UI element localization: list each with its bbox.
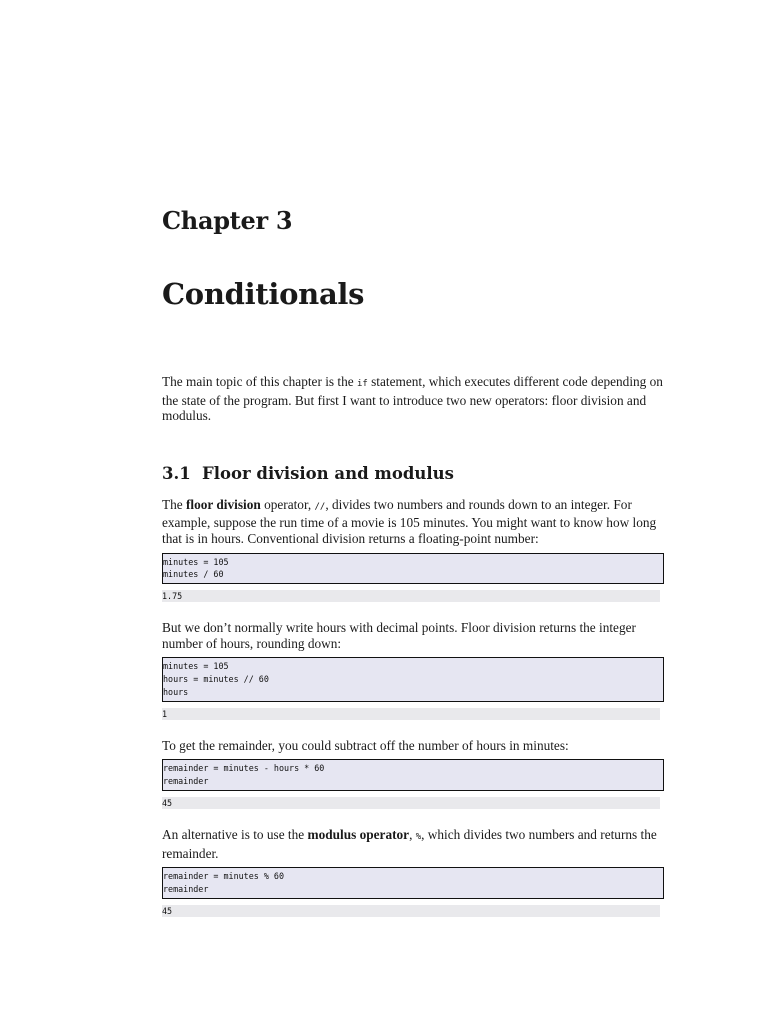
inline-code-modulus-op: % — [415, 831, 422, 842]
floor-division-paragraph — [162, 497, 664, 547]
para4-text-3: , which divides two numbers and returns the remainder. — [162, 826, 657, 861]
code-line: minutes / 60 — [163, 569, 224, 580]
section-heading — [162, 464, 664, 483]
inline-code-floor-op: // — [314, 501, 326, 512]
section-number: 3.1 — [162, 463, 191, 483]
para1-text-2: operator, — [260, 496, 315, 512]
code-line: hours = minutes // 60 — [163, 674, 269, 685]
chapter-title: Conditionals — [162, 277, 365, 311]
para4-text-2: , — [409, 826, 416, 842]
output-block-3 — [162, 797, 660, 809]
code-block-3 — [162, 759, 664, 791]
code-line: remainder — [163, 776, 209, 787]
output-block-2 — [162, 708, 660, 720]
modulus-paragraph — [162, 827, 664, 861]
output-line: 45 — [162, 905, 173, 916]
para4-text-1: An alternative is to use the — [162, 826, 308, 842]
intro-text-2: statement, which executes different code depending on the state of the program. But first I want to introduce two new operators: floor division and modulus. — [162, 374, 663, 424]
code-line: remainder = minutes - hours * 60 — [163, 763, 325, 774]
output-line: 1.75 — [162, 591, 183, 602]
code-line: remainder — [163, 883, 209, 894]
intro-paragraph — [162, 374, 664, 424]
chapter-body — [162, 374, 664, 917]
intro-text-1: The main topic of this chapter is the — [162, 374, 357, 389]
para1-text-3: , divides two numbers and rounds down to an integer. For example, suppose the run time of a movie is 105 minutes. You might want to know how long that is in hours. Conventional division returns a floating-point number: — [162, 496, 657, 546]
term-floor-division: floor division — [186, 496, 261, 512]
output-block-4 — [162, 905, 660, 917]
code-line: minutes = 105 — [163, 661, 229, 672]
output-line: 45 — [162, 797, 173, 808]
para1-text-1: The — [162, 496, 186, 512]
code-line: hours — [163, 686, 189, 697]
output-block-1 — [162, 590, 660, 602]
code-line: minutes = 105 — [163, 556, 229, 567]
inline-code-if: if — [356, 379, 368, 389]
code-block-1 — [162, 553, 664, 585]
output-line: 1 — [162, 708, 168, 719]
code-line: remainder = minutes % 60 — [163, 871, 285, 882]
remainder-paragraph: To get the remainder, you could subtract off the number of hours in minutes: — [162, 737, 569, 753]
chapter-label: Chapter 3 — [162, 206, 293, 235]
floor-result-paragraph: But we don’t normally write hours with decimal points. Floor division returns the integer number of hours, rounding down: — [162, 620, 636, 651]
term-modulus-operator: modulus operator — [307, 826, 410, 842]
code-block-4 — [162, 867, 664, 899]
code-block-2 — [162, 657, 664, 701]
section-title: Floor division and modulus — [202, 463, 454, 483]
